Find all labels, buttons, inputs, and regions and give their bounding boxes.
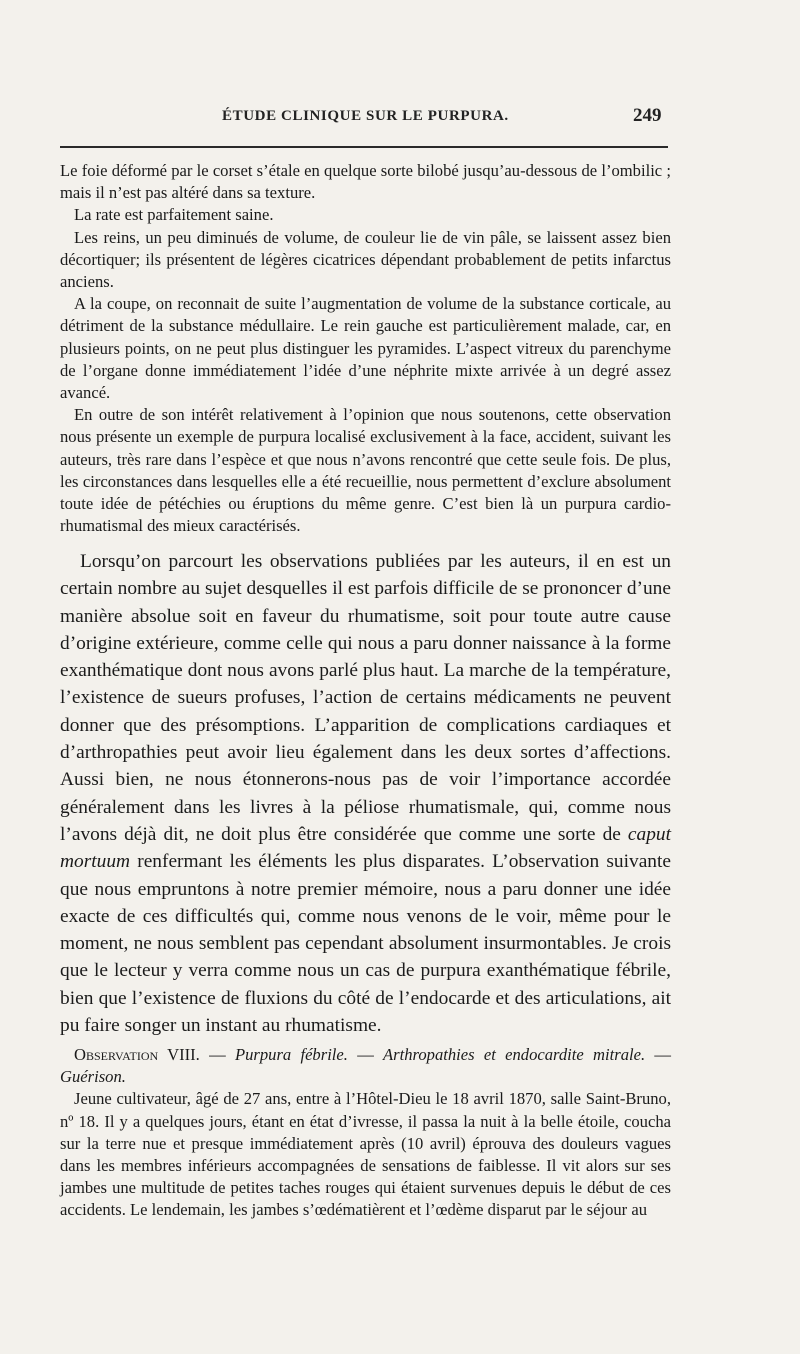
observation-dash-3: — <box>645 1045 671 1064</box>
discussion-text-part1: Lorsqu’on parcourt les observations publiées par les auteurs, il en est un certain nombre au sujet desquelles il est parfois difficile de se prononcer d’une manière absolue soit en faveur du rhumatisme, soit pour toute autre cause d’origine extérieure, comme celle qui nous a paru donner naissance à la forme exanthématique dont nous avons parlé plus haut. La marche de la température, l’existence de sueurs profuses, l’action de certains médicaments ne peuvent donner que des présomptions. L’apparition de complications cardiaques et d’arthropathies peut avoir lieu également dans les deux sortes d’affections. Aussi bien, ne nous étonnerons-nous pas de voir l’importance accordée généralement dans les livres à la péliose rhumatismale, qui, comme nous l’avons déjà dit, ne doit plus être considérée que comme une sorte de <box>60 551 671 845</box>
paragraph-section: A la coupe, on reconnait de suite l’augmentation de volume de la substance corticale, au détriment de la substance médullaire. Le rein gauche est particulièrement malade, car, en plusieurs points, on ne peut plus distinguer les pyramides. L’aspect vitreux du parenchyme de l’organe donne immédiatement l’idée d’une néphrite mixte arrivée à un degré assez avancé. <box>60 294 671 403</box>
observation-body: Jeune cultivateur, âgé de 27 ans, entre à l’Hôtel-Dieu le 18 avril 1870, salle Saint-Bruno, nº 18. Il y a quelques jours, étant en état d’ivresse, il passa la nuit à la belle étoile, coucha sur la terre nue et presque immédiatement après (10 avril) éprouva des douleurs vagues dans les membres inférieurs accompagnées de sensations de faiblesse. Il vit alors sur ses jambes une multitude de petites taches rouges qui étaient survenues depuis le début de ces accidents. Le lendemain, les jambes s’œdématièrent et l’œdème disparut par le séjour au <box>60 1089 671 1220</box>
observation-heading <box>60 1044 671 1088</box>
discussion-italic-phrase: caput mortuum <box>60 823 671 873</box>
observation-label: Observation VIII. <box>74 1045 200 1064</box>
page-number: 249 <box>633 105 662 126</box>
paragraph-commentary: En outre de son intérêt relativement à l’opinion que nous soutenons, cette observation nous présente un exemple de purpura localisé exclusivement à la face, accident, suivant les auteurs, très rare dans l’espèce et que nous n’avons rencontré que cette seule fois. De plus, les circonstances dans lesquelles elle a été recueillie, nous permettent d’exclure absolument toute idée de pétéchies ou éruptions du même genre. C’est bien là un purpura cardio-rhumatismal des mieux caractérisés. <box>60 405 671 536</box>
paragraph-discussion <box>60 548 671 1039</box>
running-title: ÉTUDE CLINIQUE SUR LE PURPURA. <box>222 108 509 124</box>
paragraph-kidneys: Les reins, un peu diminués de volume, de couleur lie de vin pâle, se laissent assez bien décortiquer; ils présentent de légères cicatrices dépendant probablement de petits infarctus anciens. <box>60 227 671 292</box>
discussion-text-part2: renfermant les éléments les plus disparates. L’observation suivante que nous empruntons à notre premier mémoire, nous a paru donner une idée exacte de ces difficultés qui, comme nous venons de le voir, même pour le moment, ne nous semblent pas cependant absolument insurmontables. Je crois que le lecteur y verra comme nous un cas de purpura exanthématique fébrile, bien que l’existence de fluxions du côté de l’endocarde et des articulations, ait pu faire songer un instant au rhumatisme. <box>60 851 671 1037</box>
main-discussion-text <box>60 548 671 1039</box>
paragraph-liver: Le foie déformé par le corset s’étale en quelque sorte bilobé jusqu’au-dessous de l’ombilic ; mais il n’est pas altéré dans sa texture. <box>60 161 671 203</box>
case-autopsy-text <box>60 160 671 537</box>
observation-title-1: Purpura fébrile. <box>234 1045 348 1064</box>
observation-dash-2: — <box>347 1045 384 1064</box>
observation-title-2: Arthropathies et endocardite mitrale. <box>383 1045 646 1064</box>
page-header <box>0 105 800 132</box>
observation-section <box>60 1044 671 1222</box>
paragraph-spleen: La rate est parfaitement saine. <box>74 205 274 225</box>
observation-dash-1: — <box>199 1045 235 1064</box>
header-rule <box>60 146 668 148</box>
observation-title-3: Guérison. <box>60 1067 126 1087</box>
